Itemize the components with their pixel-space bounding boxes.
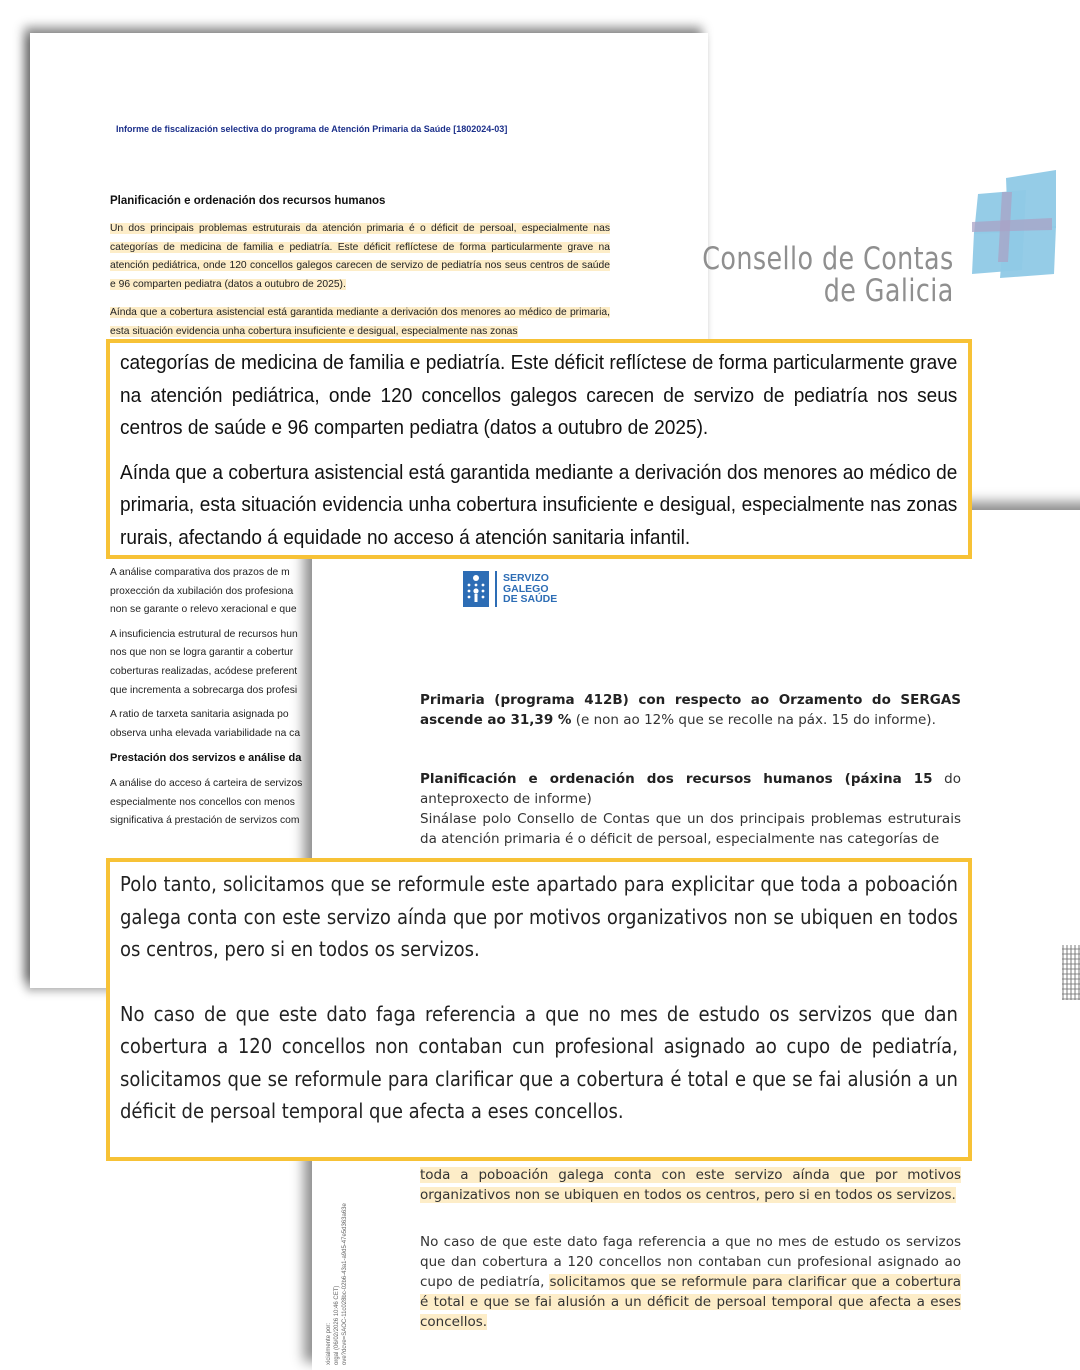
sergas-logo [463, 571, 557, 607]
response-paragraph-3 [420, 1165, 961, 1205]
consello-cross-logo-icon [968, 170, 1058, 280]
report-header: Informe de fiscalización selectiva do programa de Atención Primaria da Saúde [1802024-03] [116, 124, 508, 134]
text-line: observa unha elevada variabilidade na ca [110, 727, 301, 739]
galicia-shield-icon [463, 571, 489, 607]
text-line: proxección da xubilación dos profesiona [110, 585, 294, 597]
highlighted-text: toda a poboación galega conta con este servizo aínda que por motivos organizativos non se ubiquen en todos os centros, pero si en todos os servizos. [420, 1167, 961, 1203]
bold-text: Primaria (programa 412B) con respecto ao Orzamento do SERGAS ascende ao 31,39 % [420, 692, 961, 728]
text-line: especialmente nos concellos con menos [110, 796, 295, 808]
highlighted-text: Aínda que a cobertura asistencial está garantida mediante a derivación dos menores ao médico de primaria, esta situación evidencia unha cobertura insuficiente e desigual, especialmente nas zonas [110, 307, 610, 337]
text: do anteproxecto de informe) [420, 771, 962, 807]
text: Sinálase polo Consello de Contas que un dos principais problemas estruturais da atención primaria é o déficit de persoal, especialmente nas categorías de [420, 811, 961, 847]
bold-text: Planificación e ordenación dos recursos humanos (páxina 15 [420, 771, 933, 787]
logo-line-2: de Galicia [824, 273, 954, 309]
callout-paragraph-1: Polo tanto, solicitamos que se reformule este apartado para explicitar que toda a poboación galega conta con este servizo aínda que por motivos organizativos non se ubiquen en todos os centros, pero si en todos os servizos. [120, 872, 958, 961]
report-paragraph-2 [110, 304, 610, 341]
text-line: A ratio de tarxeta sanitaria asignada po [110, 709, 289, 721]
sergas-name [503, 573, 557, 605]
logo-line-2: GALEGO [503, 582, 549, 595]
text-line: que incrementa a sobrecarga dos profesi [110, 684, 298, 696]
section-title: Planificación e ordenación dos recursos humanos [110, 195, 386, 207]
callout-response-excerpt [106, 858, 972, 1161]
logo-divider [495, 571, 497, 607]
response-paragraph-1 [420, 690, 961, 730]
text-line: nos que non se logra garantir a cobertur [110, 647, 294, 659]
text-line: non se garante o relevo xeracional e que [110, 604, 297, 616]
logo-line-3: DE SAÚDE [503, 593, 558, 606]
highlighted-text: solicitamos que se reformule para clarificar que a cobertura é total e que se fai alusión a un déficit de persoal temporal que afecta a eses concellos. [420, 1274, 961, 1330]
logo-line-1: SERVIZO [503, 572, 549, 585]
callout-paragraph-2: Aínda que a cobertura asistencial está garantida mediante a derivación dos menores ao médico de primaria, esta situación evidencia unha cobertura insuficiente e desigual, especialmente nas zonas rurais, afectando á equidade no acceso á atención sanitaria infantil. [120, 461, 958, 549]
callout-paragraph-2: No caso de que este dato faga referencia a que no mes de estudo os servizos que dan cobertura a 120 concellos non contaban cun profesional asignado ao cupo de pediatría, solicitamos que se reformule para clarificar que a cobertura é total e que se fai alusión a un déficit de persoal temporal que afecta a eses concellos. [120, 1001, 958, 1123]
text-line: significativa á prestación de servizos com [110, 815, 300, 827]
stamp-line: xicialmente por: [326, 1322, 332, 1365]
subsection-title: Prestación dos servizos e análise da [110, 752, 302, 765]
signature-stamp [312, 1150, 362, 1370]
response-paragraph-2 [420, 769, 961, 849]
stamp-line: ove?dcve=SAOC-11c028bc-02b6-43a1-a9d5-47e5d363a63e [342, 1203, 348, 1365]
callout-paragraph-1: categorías de medicina de familia e pediatría. Este déficit reflíctese de forma particularmente grave na atención pediátrica, onde 120 concellos galegos carecen de servizo de pediatría nos seus centros de saúde e 96 comparten pediatra (datos a outubro de 2025). [120, 352, 958, 439]
report-paragraph-1 [110, 220, 610, 294]
report-lower-text [110, 564, 315, 837]
highlighted-text: Un dos principais problemas estruturais da atención primaria é o déficit de persoal, especialmente nas categorías de medicina de familia e pediatría. Este déficit reflíctese de forma particularmente grave na atención pediátrica, onde 120 concellos galegos carecen de servizo de pediatría nos seus centros de saúde e 96 comparten pediatra (datos a outubro de 2025). [110, 223, 610, 290]
text-line: coberturas realizadas, acódese preferent [110, 665, 298, 677]
logo-line-1: Consello de Contas [702, 241, 954, 277]
text-line: A análise do acceso á carteira de servizos [110, 777, 303, 789]
callout-report-excerpt [106, 339, 972, 559]
text: No caso de que este dato faga referencia a que no mes de estudo os servizos que dan cobertura a 120 concellos non contaban cun profesional asignado ao cupo de pediatría, [420, 1234, 961, 1290]
text-line: A insuficiencia estrutural de recursos hun [110, 628, 298, 640]
stamp-line: orgal (06/02/2026 10:46 CET) [334, 1285, 340, 1365]
qr-code-icon [1062, 945, 1080, 1000]
consello-de-contas-logo-text [703, 243, 954, 307]
text: (e non ao 12% que se recolle na páx. 15 do informe). [571, 712, 936, 728]
text-line: A análise comparativa dos prazos de m [110, 567, 290, 578]
response-paragraph-4 [420, 1232, 961, 1332]
